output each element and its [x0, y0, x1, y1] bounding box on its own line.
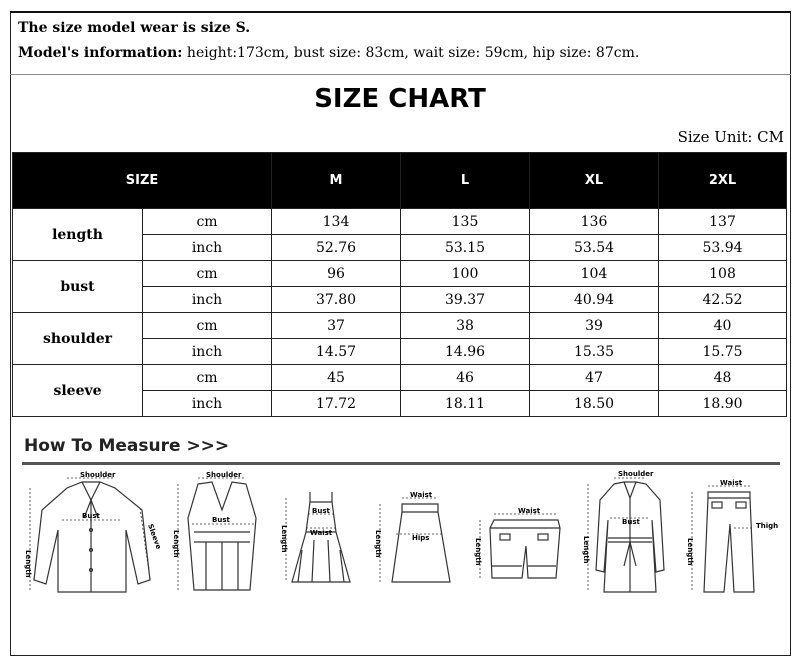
top-measure-icon	[170, 470, 275, 604]
fig-label: Hips	[412, 534, 430, 542]
unit-cell: inch	[143, 287, 272, 313]
table-cell: 39.37	[401, 287, 530, 313]
model-size-note: The size model wear is size S.	[18, 20, 251, 36]
coat-measure-icon	[580, 470, 680, 604]
table-cell: 46	[401, 365, 530, 391]
header-2xl: 2XL	[659, 153, 787, 209]
table-cell: 37.80	[272, 287, 401, 313]
row-label-bust: bust	[13, 261, 143, 313]
unit-cell: cm	[143, 261, 272, 287]
fig-label: Bust	[622, 518, 640, 526]
table-cell: 14.57	[272, 339, 401, 365]
unit-cell: cm	[143, 313, 272, 339]
table-cell: 40	[659, 313, 787, 339]
header-size: SIZE	[13, 153, 272, 209]
how-to-measure-heading: How To Measure >>>	[24, 436, 230, 456]
table-row	[13, 313, 787, 339]
fig-label: Length	[172, 530, 180, 558]
unit-cell: inch	[143, 391, 272, 417]
table-cell: 52.76	[272, 235, 401, 261]
table-cell: 137	[659, 209, 787, 235]
header-xl: XL	[530, 153, 659, 209]
fig-label: Waist	[410, 491, 433, 499]
table-cell: 15.35	[530, 339, 659, 365]
table-cell: 104	[530, 261, 659, 287]
table-cell: 39	[530, 313, 659, 339]
fig-label: Waist	[518, 507, 541, 515]
header-m: M	[272, 153, 401, 209]
shorts-measure-icon	[472, 470, 577, 604]
table-cell: 53.54	[530, 235, 659, 261]
table-cell: 100	[401, 261, 530, 287]
row-label-length: length	[13, 209, 143, 261]
table-cell: 53.15	[401, 235, 530, 261]
table-cell: 53.94	[659, 235, 787, 261]
table-cell: 108	[659, 261, 787, 287]
fig-label: Bust	[212, 516, 230, 524]
size-table	[12, 152, 787, 417]
page-title: SIZE CHART	[314, 84, 486, 114]
model-info: Model's information: height:173cm, bust size: 83cm, wait size: 59cm, hip size: 87cm.	[18, 45, 640, 61]
table-cell: 18.11	[401, 391, 530, 417]
unit-cell: inch	[143, 339, 272, 365]
fig-label: Bust	[82, 512, 100, 520]
unit-cell: cm	[143, 209, 272, 235]
blouse-measure-icon	[22, 470, 162, 604]
table-cell: 134	[272, 209, 401, 235]
fig-label: Sleeve	[146, 522, 163, 551]
unit-cell: inch	[143, 235, 272, 261]
fig-label: Shoulder	[80, 471, 116, 479]
table-cell: 136	[530, 209, 659, 235]
how-to-measure-underline	[22, 462, 780, 465]
fig-label: Shoulder	[618, 470, 654, 478]
table-header-row	[13, 153, 787, 209]
table-row	[13, 209, 787, 235]
unit-cell: cm	[143, 365, 272, 391]
skirt-measure-icon	[372, 470, 467, 604]
table-cell: 42.52	[659, 287, 787, 313]
row-label-sleeve: sleeve	[13, 365, 143, 417]
table-cell: 18.90	[659, 391, 787, 417]
table-cell: 17.72	[272, 391, 401, 417]
fig-label: Length	[582, 536, 590, 564]
fig-label: Length	[24, 550, 32, 578]
table-cell: 47	[530, 365, 659, 391]
header-l: L	[401, 153, 530, 209]
table-cell: 38	[401, 313, 530, 339]
fig-label: Thigh	[756, 522, 779, 530]
table-cell: 14.96	[401, 339, 530, 365]
fig-label: Length	[474, 538, 482, 566]
fig-label: Waist	[720, 479, 743, 487]
pants-measure-icon	[682, 470, 782, 604]
fig-label: Length	[280, 525, 288, 553]
table-cell: 48	[659, 365, 787, 391]
fig-label: Waist	[310, 529, 333, 537]
fig-label: Length	[374, 530, 382, 558]
table-row	[13, 261, 787, 287]
table-cell: 18.50	[530, 391, 659, 417]
dress-measure-icon	[278, 470, 368, 604]
divider	[10, 74, 791, 75]
table-cell: 37	[272, 313, 401, 339]
fig-label: Bust	[312, 507, 330, 515]
fig-label: Length	[686, 538, 694, 566]
table-cell: 96	[272, 261, 401, 287]
size-unit: Size Unit: CM	[677, 128, 784, 146]
table-row	[13, 365, 787, 391]
table-cell: 40.94	[530, 287, 659, 313]
row-label-shoulder: shoulder	[13, 313, 143, 365]
table-cell: 15.75	[659, 339, 787, 365]
table-cell: 45	[272, 365, 401, 391]
table-cell: 135	[401, 209, 530, 235]
fig-label: Shoulder	[206, 471, 242, 479]
